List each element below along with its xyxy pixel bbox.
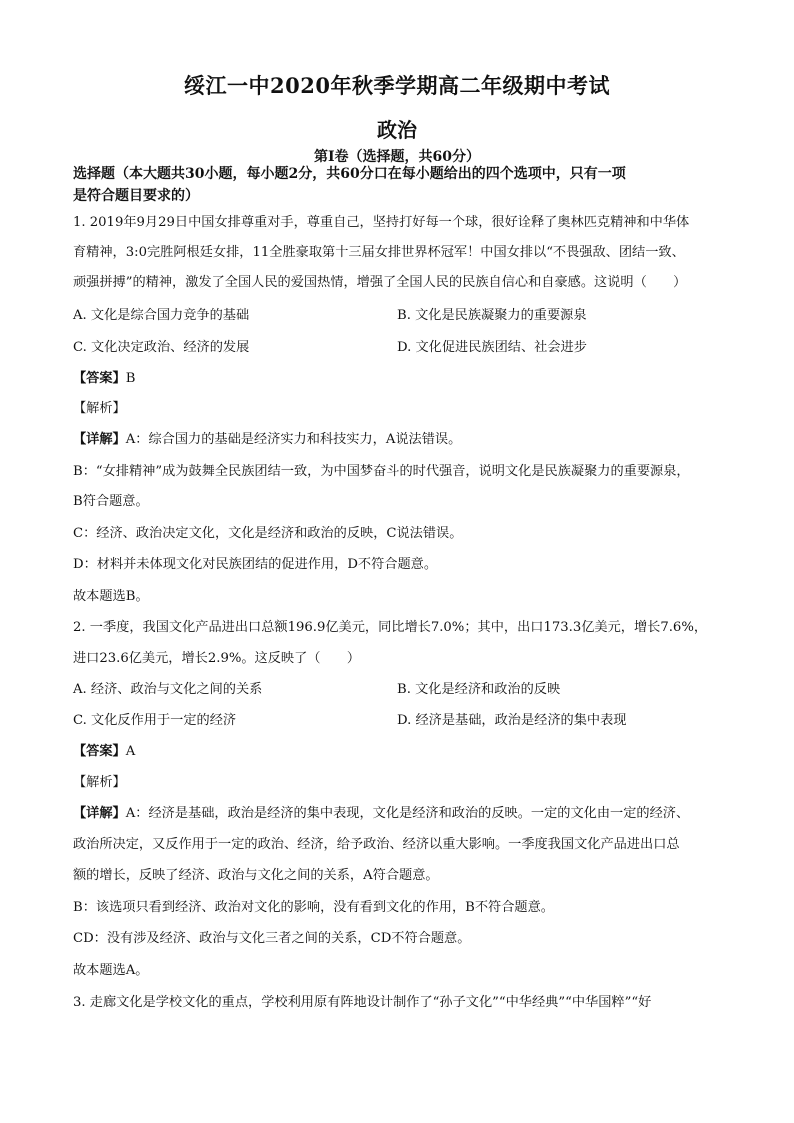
option-c: C. 文化反作用于一定的经济 (73, 713, 237, 728)
volume-heading: 第Ⅰ卷（选择题，共60分） (313, 149, 481, 165)
question-stem-line: 1. 2019年9月29日中国女排尊重对手，尊重自己，坚持打好每一个球，很好诠释了奥林匹克精神和中华体 (73, 215, 690, 230)
answer-line (73, 742, 135, 762)
detail-line: 额的增长，反映了经济、政治与文化之间的关系，A符合题意。 (73, 868, 439, 883)
question-stem-line: 顽强拼搏”的精神，激发了全国人民的爱国热情，增强了全国人民的民族自信心和自豪感。这说明（ ） (73, 275, 687, 290)
answer-line (73, 369, 135, 389)
detail-line: B：“女排精神”成为鼓舞全民族团结一致，为中国梦奋斗的时代强音，说明文化是民族凝聚力的重要源泉， (73, 464, 690, 479)
section-instructions-line: 是符合题目要求的） (73, 188, 199, 204)
question-stem-line: 育精神，3:0完胜阿根廷女排，11全胜豪取第十三届女排世界杯冠军！中国女排以“不畏强敌、团结一致、 (73, 245, 685, 260)
answer-value: A (125, 744, 136, 759)
answer-tag: 【答案】 (73, 744, 126, 759)
conclusion-line: 故本题选A。 (73, 963, 149, 978)
detail-text: A：综合国力的基础是经济实力和科技实力，A说法错误。 (125, 432, 462, 447)
option-a: A. 经济、政治与文化之间的关系 (73, 682, 263, 697)
detail-line: CD：没有涉及经济、政治与文化三者之间的关系，CD不符合题意。 (73, 931, 471, 946)
analysis-tag: 【解析】 (73, 775, 126, 790)
detail-line (73, 804, 689, 824)
detail-line: B：该选项只看到经济、政治对文化的影响，没有看到文化的作用，B不符合题意。 (73, 900, 554, 915)
detail-line (73, 430, 461, 450)
section-instructions-line: 选择题（本大题共30小题，每小题2分，共60分口在每小题给出的四个选项中，只有一项 (73, 166, 626, 182)
option-a: A. 文化是综合国力竞争的基础 (73, 308, 250, 323)
subject-title: 政治 (377, 118, 417, 142)
question-stem-line: 2. 一季度，我国文化产品进出口总额196.9亿美元，同比增长7.0%；其中，出口173.3亿美元，增长7.6%， (73, 620, 708, 635)
option-d: D. 文化促进民族团结、社会进步 (397, 340, 587, 355)
detail-text: A：经济是基础，政治是经济的集中表现，文化是经济和政治的反映。一定的文化由一定的经济、 (125, 806, 690, 821)
detail-tag: 【详解】 (73, 432, 126, 447)
detail-line: D：材料并未体现文化对民族团结的促进作用，D不符合题意。 (73, 557, 438, 572)
question-stem-line: 进口23.6亿美元，增长2.9%。这反映了（ ） (73, 651, 361, 666)
option-c: C. 文化决定政治、经济的发展 (73, 340, 250, 355)
section-instructions (73, 163, 733, 207)
exam-title: 绥江一中2020年秋季学期高二年级期中考试 (184, 73, 610, 98)
detail-line: 政治所决定，又反作用于一定的政治、经济，给予政治、经济以重大影响。一季度我国文化产品进出口总 (73, 837, 680, 852)
detail-line: B符合题意。 (73, 494, 149, 509)
answer-value: B (125, 371, 136, 386)
option-b: B. 文化是经济和政治的反映 (397, 682, 561, 697)
detail-tag: 【详解】 (73, 806, 126, 821)
analysis-tag: 【解析】 (73, 401, 126, 416)
option-d: D. 经济是基础，政治是经济的集中表现 (397, 713, 627, 728)
answer-tag: 【答案】 (73, 371, 126, 386)
question-stem-line: 3. 走廊文化是学校文化的重点，学校利用原有阵地设计制作了“孙子文化”“中华经典”“中华国粹”“好 (73, 995, 652, 1010)
conclusion-line: 故本题选B。 (73, 589, 149, 604)
option-b: B. 文化是民族凝聚力的重要源泉 (397, 308, 587, 323)
detail-line: C：经济、政治决定文化，文化是经济和政治的反映，C说法错误。 (73, 526, 463, 541)
